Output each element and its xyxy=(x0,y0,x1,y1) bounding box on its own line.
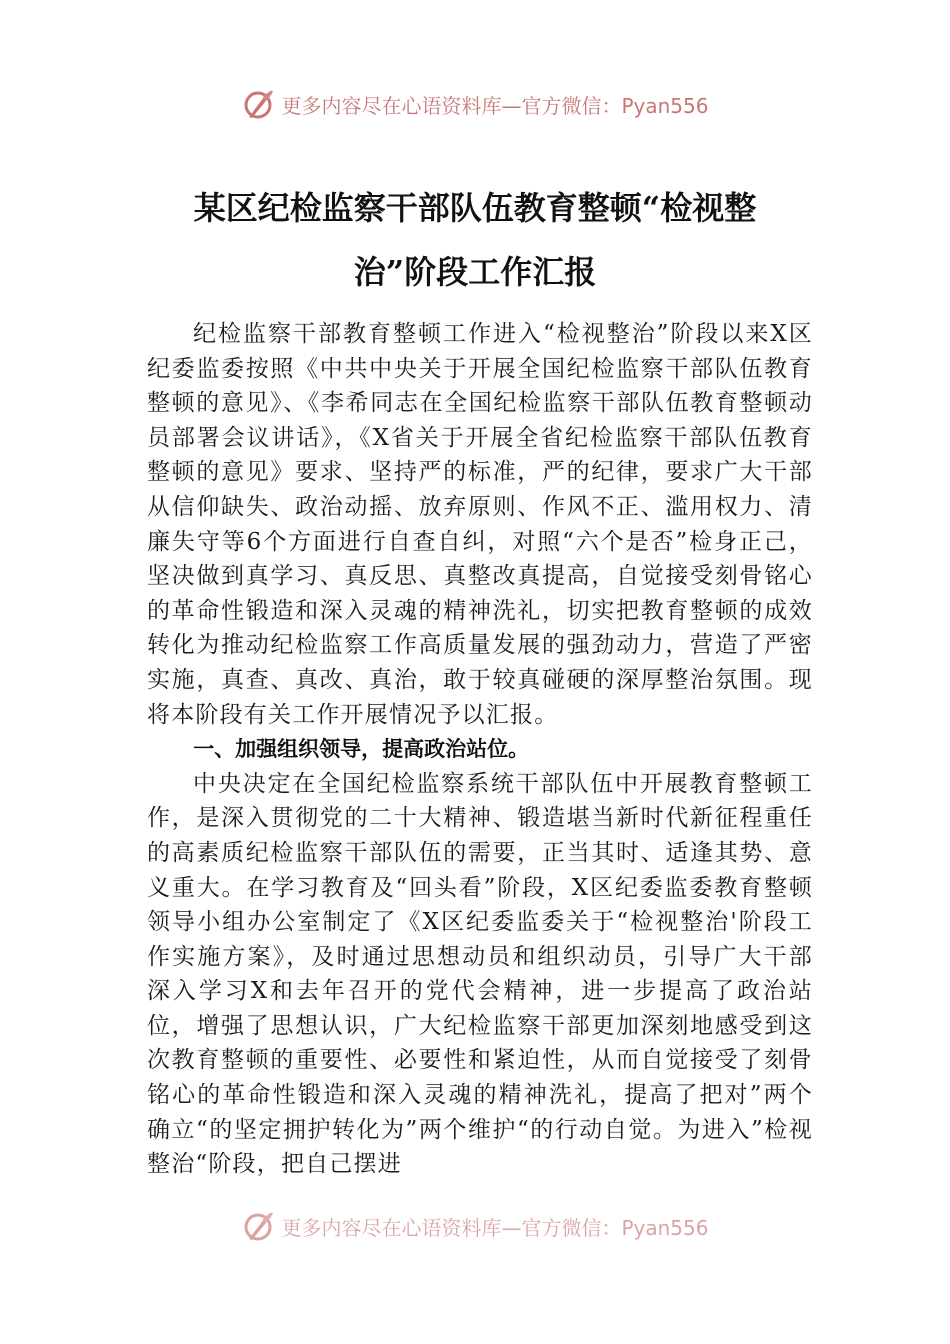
section-heading-1: 一、加强组织领导，提高政治站位。 xyxy=(193,737,530,762)
watermark-text: 更多内容尽在心语资料库—官方微信：Pyan556 xyxy=(281,93,709,118)
watermark-text: 更多内容尽在心语资料库—官方微信：Pyan556 xyxy=(281,1215,709,1240)
quill-logo-icon xyxy=(241,87,275,121)
watermark-footer xyxy=(0,1206,950,1246)
document-body xyxy=(147,317,813,1182)
title-line-2: 治”阶段工作汇报 xyxy=(353,253,597,291)
quill-logo-icon xyxy=(241,1209,275,1243)
watermark-header xyxy=(0,84,950,124)
document-title xyxy=(110,176,840,304)
title-line-1: 某区纪检监察干部队伍教育整顿“检视整 xyxy=(193,189,757,227)
section-1-paragraph: 中央决定在全国纪检监察系统干部队伍中开展教育整顿工作，是深入贯彻党的二十大精神、锻造堪当新时代新征程重任的高素质纪检监察干部队伍的需要，正当其时、适逢其势、意义重大。在学习教育及“回头看”阶段，X区纪委监委教育整顿领导小组办公室制定了《X区纪委监委关于“检视整治'阶段工作实施方案》，及时通过思想动员和组织动员，引导广大干部深入学习X和去年召开的党代会精神，进一步提高了政治站位，增强了思想认识，广大纪检监察干部更加深刻地感受到这次教育整顿的重要性、必要性和紧迫性，从而自觉接受了刻骨铭心的革命性锻造和深入灵魂的精神洗礼，提高了把对”两个确立“的坚定拥护转化为”两个维护“的行动自觉。为进入”检视整治“阶段，把自己摆进 xyxy=(147,770,813,1178)
intro-paragraph: 纪检监察干部教育整顿工作进入“检视整治”阶段以来X区纪委监委按照《中共中央关于开展全国纪检监察干部队伍教育整顿的意见》、《李希同志在全国纪检监察干部队伍教育整顿动员部署会议讲话》，《X省关于开展全省纪检监察干部队伍教育整顿的意见》要求、坚持严的标准，严的纪律，要求广大干部从信仰缺失、政治动摇、放弃原则、作风不正、滥用权力、清廉失守等6个方面进行自查自纠，对照“六个是否”检身正己，坚决做到真学习、真反思、真整改真提高，自觉接受刻骨铭心的革命性锻造和深入灵魂的精神洗礼，切实把教育整顿的成效转化为推动纪检监察工作高质量发展的强劲动力，营造了严密实施，真查、真改、真治，敢于较真碰硬的深厚整治氛围。现将本阶段有关工作开展情况予以汇报。 xyxy=(147,321,813,728)
